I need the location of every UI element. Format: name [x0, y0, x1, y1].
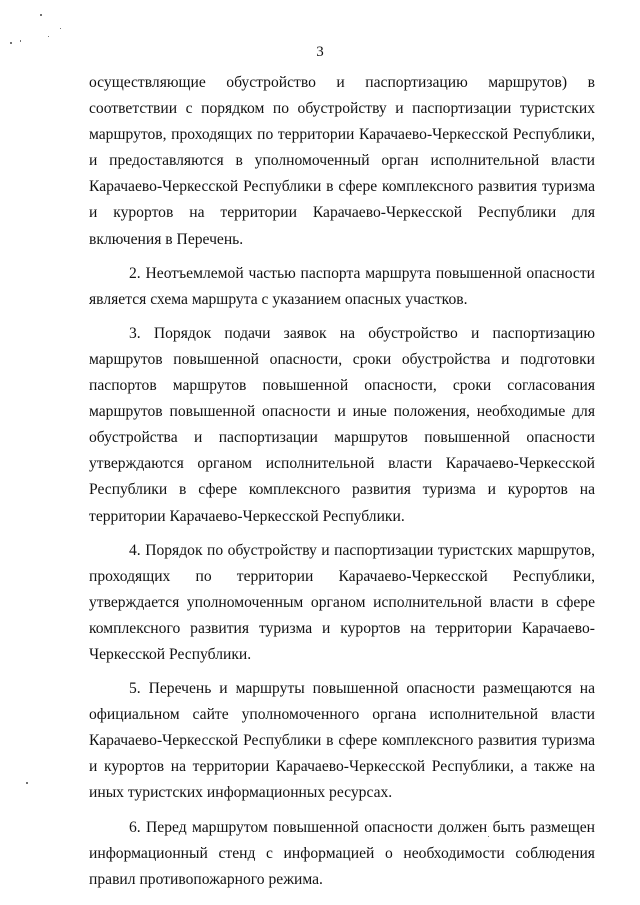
paragraph-3: 3. Порядок подачи заявок на обустройство и паспортизацию маршрутов повышенной опасности, сроки обустройства и подготовки паспортов маршрутов повышенной опасности, сроки согласования маршрутов повышенной опасности и иные положения, необходимые для обустройства и паспортизации маршрутов повышенной опасности утверждаются органом исполнительной власти Карачаево-Черкесской Республики в сфере комплексного развития туризма и курортов на территории Карачаево-Черкесской Республики. — [89, 324, 595, 525]
scan-speck — [26, 782, 28, 784]
scan-speck — [60, 28, 61, 29]
paragraph-4: 4. Порядок по обустройству и паспортизации туристских маршрутов, проходящих по территории Карачаево-Черкесской Республики, утверждается уполномоченным органом исполнительной власти в сфере комплексного развития туризма и курортов на территории Карачаево-Черкесской Республики. — [89, 541, 595, 663]
scan-speck — [20, 40, 21, 42]
page-body — [89, 70, 595, 901]
paragraph-6: 6. Перед маршрутом повышенной опасности должен быть размещен информационный стенд с информацией о необходимости соблюдения правил противопожарного режима. — [89, 818, 595, 888]
paragraph-5: 5. Перечень и маршруты повышенной опасности размещаются на официальном сайте уполномоченного органа исполнительной власти Карачаево-Черкесской Республики в сфере комплексного развития туризма и курортов на территории Карачаево-Черкесской Республики, а также на иных туристских информационных ресурсах. — [89, 680, 595, 802]
paragraph-2: 2. Неотъемлемой частью паспорта маршрута повышенной опасности является схема маршрута с указанием опасных участков. — [89, 264, 595, 308]
paragraph-continuation: осуществляющие обустройство и паспортизацию маршрутов) в соответствии с порядком по обустройству и паспортизации туристских маршрутов, проходящих по территории Карачаево-Черкесской Республики, и предоставляются в уполномоченный орган исполнительной власти Карачаево-Черкесской Республики в сфере комплексного развития туризма и курортов на территории Карачаево-Черкесской Республики для включения в Перечень. — [89, 74, 595, 248]
scan-speck — [48, 36, 49, 37]
page-number: 3 — [316, 44, 324, 60]
scan-speck — [40, 14, 42, 16]
